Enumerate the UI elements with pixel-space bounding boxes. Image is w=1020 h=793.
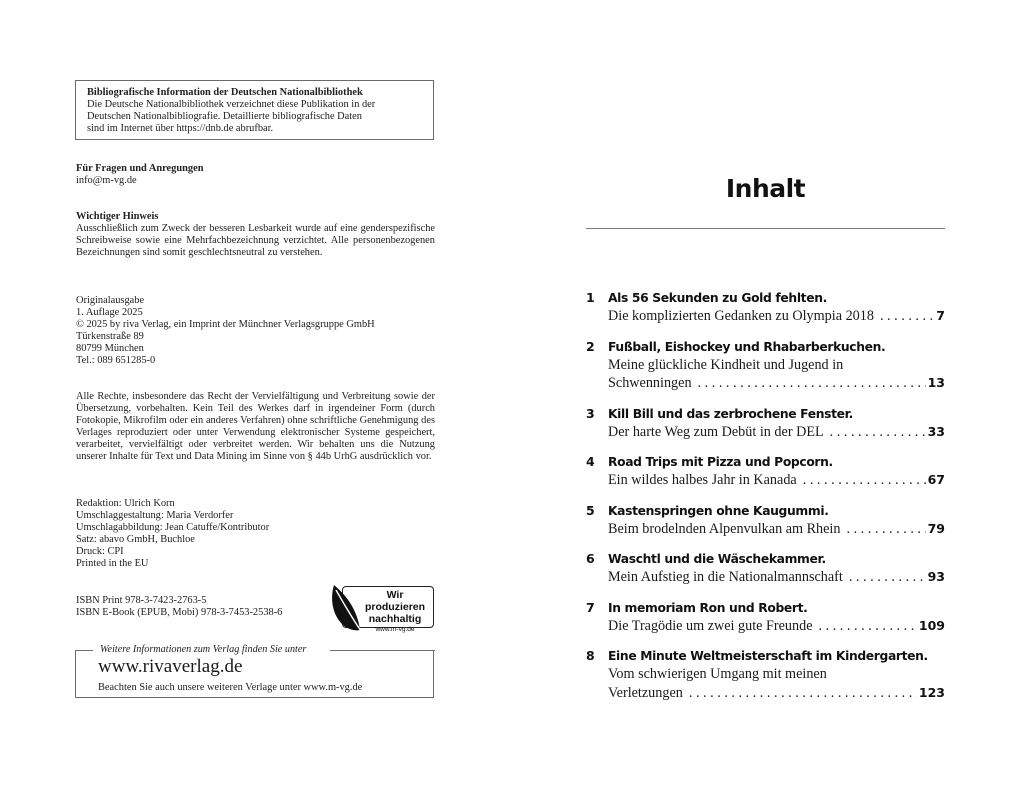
chapter-number: 7 — [586, 599, 595, 615]
chapter-number: 2 — [586, 338, 595, 354]
title-divider — [586, 228, 945, 229]
page-number: 7 — [936, 308, 945, 323]
chapter-number: 1 — [586, 290, 595, 305]
page-number: 13 — [927, 375, 945, 390]
notice-text: Ausschließlich zum Zweck der besseren Lesbarkeit wurde auf eine genderspezifische Schreibweise sowie eine Mehrfachbezeichnung verzichtet. Alle personenbezogenen Bezeichnungen sind somit geschlechtsneutral zu verstehen. — [76, 222, 435, 258]
dot-leader — [819, 617, 917, 636]
toc-entry[interactable] — [586, 647, 945, 702]
chapter-number: 4 — [586, 454, 595, 469]
isbn-section — [76, 595, 316, 619]
chapter-subtitle-line — [608, 520, 945, 539]
credits-section — [76, 498, 435, 569]
page-number: 109 — [918, 617, 945, 633]
page-number: 79 — [927, 520, 945, 536]
chapter-subtitle-line — [608, 423, 945, 442]
edition-section — [76, 295, 435, 366]
credit-line: Redaktion: Ulrich Korn — [76, 498, 175, 509]
isbn-print: ISBN Print 978-3-7423-2763-5 — [76, 595, 207, 606]
toc-entry[interactable] — [586, 405, 945, 442]
chapter-subtitle: Schwenningen — [608, 375, 692, 391]
toc-entry[interactable] — [586, 599, 945, 636]
credit-line: Satz: abavo GmbH, Buchloe — [76, 533, 195, 545]
isbn-ebook: ISBN E-Book (EPUB, Mobi) 978-3-7453-2538-6 — [76, 606, 283, 618]
dot-leader — [846, 520, 925, 539]
credit-line: Printed in the EU — [76, 557, 149, 569]
rights-section — [76, 391, 435, 462]
credit-line: Umschlaggestaltung: Maria Verdorfer — [76, 509, 234, 521]
contact-email: info@m-vg.de — [76, 174, 137, 186]
dot-leader — [698, 374, 926, 393]
chapter-subtitle-line — [608, 374, 945, 393]
chapter-subtitle: Die komplizierten Gedanken zu Olympia 2018 — [608, 308, 874, 324]
dot-leader — [849, 568, 926, 587]
dot-leader — [803, 471, 926, 490]
chapter-subtitle-line — [608, 684, 945, 703]
chapter-subtitle-line — [608, 307, 945, 326]
chapter-subtitle: Vom schwierigen Umgang mit meinen — [608, 666, 827, 682]
logo-line2: nachhaltig — [368, 613, 422, 625]
publisher-url[interactable]: www.rivaverlag.de — [98, 656, 243, 677]
chapter-subtitle: Der harte Weg zum Debüt in der DEL — [608, 423, 824, 440]
chapter-subtitle: Die Tragödie um zwei gute Freunde — [608, 617, 813, 634]
chapter-subtitle: Beim brodelnden Alpenvulkan am Rhein — [608, 520, 841, 537]
chapter-subtitle-line — [608, 617, 945, 636]
chapter-subtitle: Ein wildes halbes Jahr in Kanada — [608, 472, 797, 488]
chapter-heading: Road Trips mit Pizza und Popcorn. — [608, 455, 833, 469]
credit-line: Druck: CPI — [76, 545, 124, 557]
chapter-heading: Als 56 Sekunden zu Gold fehlten. — [608, 291, 827, 305]
dot-leader — [689, 684, 917, 703]
toc-entry[interactable] — [586, 502, 945, 539]
logo-text — [356, 589, 434, 635]
edition-line: 1. Auflage 2025 — [76, 306, 143, 318]
bibliographic-line: Die Deutsche Nationalbibliothek verzeichnet diese Publikation in der — [87, 98, 376, 110]
publisher-note: Beachten Sie auch unsere weiteren Verlage unter www.m-vg.de — [98, 682, 363, 693]
chapter-heading: Waschtl und die Wäschekammer. — [608, 552, 826, 566]
logo-line1: Wir produzieren — [364, 589, 426, 613]
page-title: Inhalt — [725, 174, 806, 203]
chapter-heading: In memoriam Ron und Robert. — [608, 600, 808, 615]
chapter-heading: Kill Bill und das zerbrochene Fenster. — [608, 406, 853, 421]
copyright-line: © 2025 by riva Verlag, ein Imprint der Münchner Verlagsgruppe GmbH — [76, 318, 375, 330]
sustainability-logo — [330, 584, 436, 632]
bibliographic-info-box — [75, 80, 434, 140]
contact-section — [76, 163, 435, 187]
dot-leader — [830, 423, 926, 442]
address-city: 80799 München — [76, 342, 144, 354]
logo-url: www.m-vg.de — [375, 626, 415, 633]
address-street: Türkenstraße 89 — [76, 330, 144, 342]
chapter-number: 8 — [586, 648, 595, 663]
chapter-subtitle: Mein Aufstieg in die Nationalmannschaft — [608, 569, 843, 585]
notice-heading: Wichtiger Hinweis — [76, 211, 159, 222]
bibliographic-line: Deutschen Nationalbibliografie. Detaillierte bibliografische Daten — [87, 110, 362, 122]
chapter-heading: Fußball, Eishockey und Rhabarberkuchen. — [608, 339, 886, 354]
dot-leader — [880, 307, 934, 326]
toc-entry[interactable] — [586, 289, 945, 326]
toc-entry[interactable] — [586, 550, 945, 587]
page-number: 67 — [927, 472, 945, 487]
bibliographic-line: sind im Internet über https://dnb.de abrufbar. — [87, 122, 274, 134]
edition-line: Originalausgabe — [76, 295, 145, 306]
table-of-contents — [586, 289, 945, 714]
phone-number: Tel.: 089 651285-0 — [76, 354, 156, 366]
contact-heading: Für Fragen und Anregungen — [76, 163, 204, 174]
chapter-heading: Eine Minute Weltmeisterschaft im Kindergarten. — [608, 649, 928, 663]
chapter-subtitle: Meine glückliche Kindheit und Jugend in — [608, 356, 844, 373]
page-number: 123 — [918, 684, 945, 700]
chapter-number: 5 — [586, 502, 595, 518]
toc-entry[interactable] — [586, 453, 945, 490]
page-number: 93 — [927, 569, 945, 584]
bibliographic-heading: Bibliografische Information der Deutschen Nationalbibliothek — [87, 87, 363, 98]
publisher-caption: Weitere Informationen zum Verlag finden Sie unter — [100, 644, 307, 655]
chapter-subtitle-line — [608, 471, 945, 490]
credit-line: Umschlagabbildung: Jean Catuffe/Kontributor — [76, 521, 270, 533]
page-number: 33 — [927, 423, 945, 439]
toc-entry[interactable] — [586, 338, 945, 393]
chapter-number: 3 — [586, 405, 595, 421]
chapter-subtitle: Verletzungen — [608, 684, 683, 701]
chapter-subtitle-line — [608, 568, 945, 587]
notice-section — [76, 211, 435, 259]
rights-text: Alle Rechte, insbesondere das Recht der Vervielfältigung und Verbreitung sowie der Übersetzung, vorbehalten. Kein Teil des Werkes darf in irgendeiner Form (durch Fotokopie, Mikrofilm oder ein anderes Verfahren) ohne schriftliche Genehmigung des Verlages reproduziert oder unter Verwendung elektronischer Systeme gespeichert, verarbeitet, vervielfältigt oder verbreitet werden. Wir behalten uns die Nutzung unserer Inhalte für Text und Data Mining im Sinne von § 44b UrhG ausdrücklich vor. — [76, 391, 435, 462]
chapter-heading: Kastenspringen ohne Kaugummi. — [608, 503, 829, 518]
chapter-number: 6 — [586, 551, 595, 566]
